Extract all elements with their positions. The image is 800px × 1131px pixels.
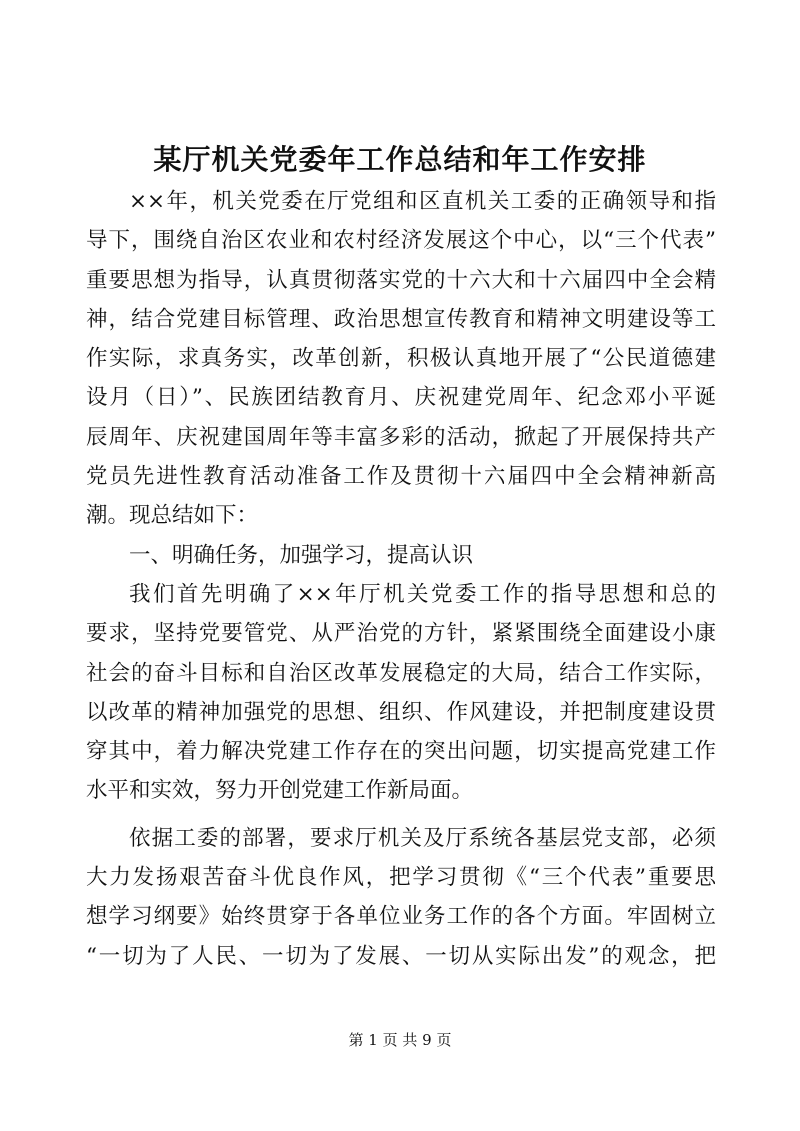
paragraph-line: 社会的奋斗目标和自治区改革发展稳定的大局，结合工作实际， [86, 660, 716, 686]
paragraph-line: ××年，机关党委在厅党组和区直机关工委的正确领导和指 [129, 189, 716, 214]
paragraph-line: “一切为了人民、一切为了发展、一切从实际出发”的观念，把 [86, 943, 716, 969]
paragraph-line: 水平和实效，努力开创党建工作新局面。 [86, 778, 474, 804]
paragraph-line: 大力发扬艰苦奋斗优良作风，把学习贯彻《“三个代表”重要思 [86, 865, 716, 891]
paragraph-line: 潮。现总结如下： [86, 503, 259, 529]
paragraph-line: 依据工委的部署，要求厅机关及厅系统各基层党支部，必须 [129, 825, 716, 851]
paragraph-line: 辰周年、庆祝建国周年等丰富多彩的活动，掀起了开展保持共产 [86, 424, 716, 450]
paragraph-line: 党员先进性教育活动准备工作及贯彻十六届四中全会精神新高 [86, 464, 716, 490]
paragraph-line: 导下，围绕自治区农业和农村经济发展这个中心，以“三个代表” [86, 228, 716, 254]
paragraph-line: 要求，坚持党要管党、从严治党的方针，紧紧围绕全面建设小康 [86, 621, 716, 647]
paragraph-line: 我们首先明确了××年厅机关党委工作的指导思想和总的 [129, 581, 716, 607]
paragraph-line: 想学习纲要》始终贯穿于各单位业务工作的各个方面。牢固树立 [86, 904, 716, 930]
paragraph-line: 以改革的精神加强党的思想、组织、作风建设，并把制度建设贯 [86, 699, 716, 725]
document-title: 某厅机关党委年工作总结和年工作安排 [153, 143, 647, 176]
section-heading: 一、明确任务，加强学习，提高认识 [129, 542, 474, 568]
paragraph-line: 穿其中，着力解决党建工作存在的突出问题，切实提高党建工作 [86, 739, 716, 765]
paragraph-line: 神，结合党建目标管理、政治思想宣传教育和精神文明建设等工 [86, 306, 716, 332]
page-number: 第 1 页 共 9 页 [348, 1031, 452, 1049]
paragraph-line: 重要思想为指导，认真贯彻落实党的十六大和十六届四中全会精 [86, 267, 716, 293]
paragraph-line: 设月（日）”、民族团结教育月、庆祝建党周年、纪念邓小平诞 [86, 385, 716, 411]
document-body [86, 182, 716, 976]
paragraph-line: 作实际，求真务实，改革创新，积极认真地开展了“公民道德建 [86, 346, 716, 372]
